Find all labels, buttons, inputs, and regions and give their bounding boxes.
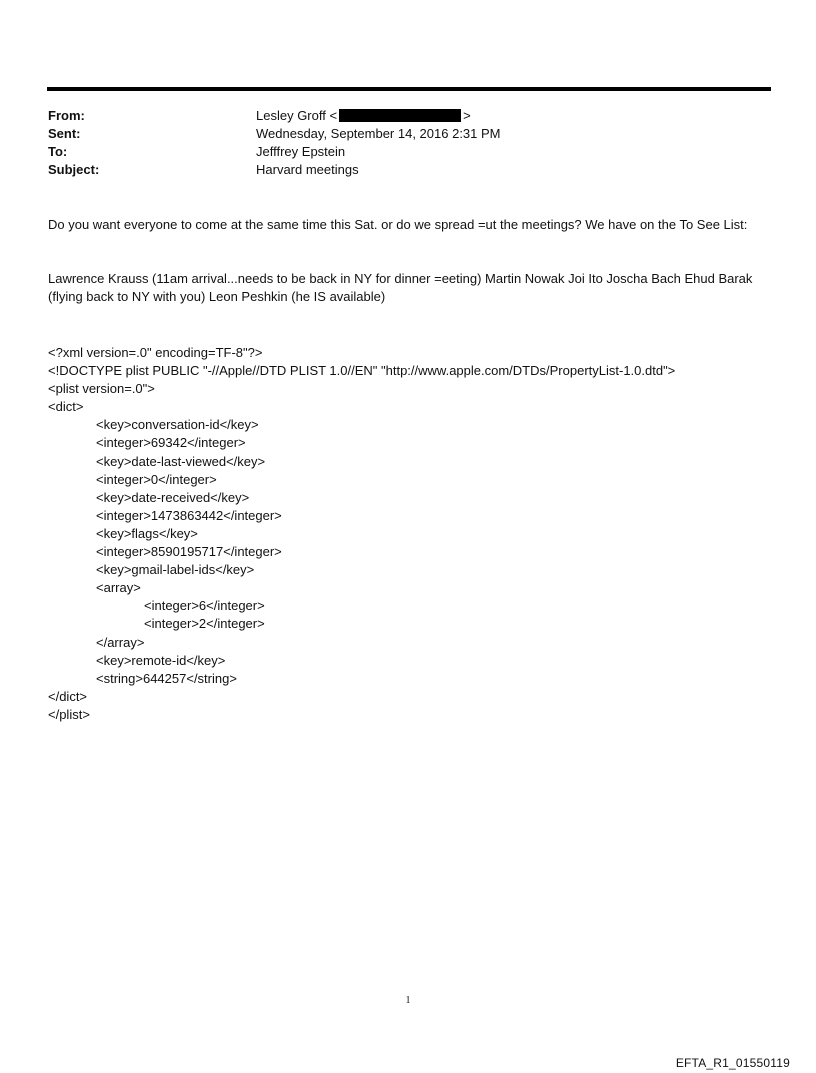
xml-line: <integer>2</integer> [144, 616, 265, 632]
from-value [256, 107, 471, 125]
xml-line: <key>remote-id</key> [96, 652, 226, 668]
xml-line: <integer>6</integer> [144, 598, 265, 614]
from-name: Lesley Groff < [256, 108, 338, 123]
subject-value: Harvard meetings [256, 162, 359, 177]
to-value: Jefffrey Epstein [256, 144, 346, 159]
xml-line: <key>flags</key> [96, 525, 198, 541]
from-end: > [463, 108, 471, 123]
xml-line: </plist> [48, 706, 90, 722]
redacted-email-block [339, 109, 461, 122]
to-label: To: [48, 144, 68, 159]
sent-label: Sent: [48, 126, 81, 141]
to-row [48, 143, 768, 161]
xml-line: <plist version=.0"> [48, 381, 155, 397]
subject-row [48, 161, 768, 179]
xml-line: <!DOCTYPE plist PUBLIC "-//Apple//DTD PLIST 1.0//EN" "http://www.apple.com/DTDs/PropertyList-1.0.dtd"> [48, 363, 676, 379]
document-id: EFTA_R1_01550119 [675, 1056, 790, 1070]
from-row [48, 107, 768, 125]
body-paragraph-2: Lawrence Krauss (11am arrival...needs to be back in NY for dinner =eeting) Martin Nowak Joi Ito Joscha Bach Ehud Barak (flying back to NY with you) Leon Peshkin (he IS available) [48, 271, 753, 304]
subject-label: Subject: [48, 162, 100, 177]
xml-line: </array> [96, 634, 145, 650]
sent-row [48, 125, 768, 143]
header-divider [47, 87, 771, 91]
xml-line: <integer>69342</integer> [96, 435, 246, 451]
xml-line: <array> [96, 580, 141, 596]
xml-line: <string>644257</string> [96, 670, 237, 686]
xml-line: <?xml version=.0" encoding=TF-8"?> [48, 345, 263, 360]
body-paragraph-1: Do you want everyone to come at the same time this Sat. or do we spread =ut the meetings? We have on the To See List: [48, 217, 748, 232]
xml-line: <integer>1473863442</integer> [96, 507, 282, 523]
xml-line: <key>conversation-id</key> [96, 417, 259, 433]
xml-line: <dict> [48, 399, 84, 415]
plist-xml-block [48, 344, 770, 724]
xml-line: <key>date-received</key> [96, 489, 250, 505]
xml-line: <integer>0</integer> [96, 471, 217, 487]
xml-line: <key>date-last-viewed</key> [96, 453, 266, 469]
xml-line: <integer>8590195717</integer> [96, 544, 282, 560]
sent-value: Wednesday, September 14, 2016 2:31 PM [256, 126, 501, 141]
from-label: From: [48, 108, 85, 123]
page-number: 1 [405, 995, 411, 1006]
xml-line: </dict> [48, 688, 88, 704]
xml-line: <key>gmail-label-ids</key> [96, 562, 255, 578]
